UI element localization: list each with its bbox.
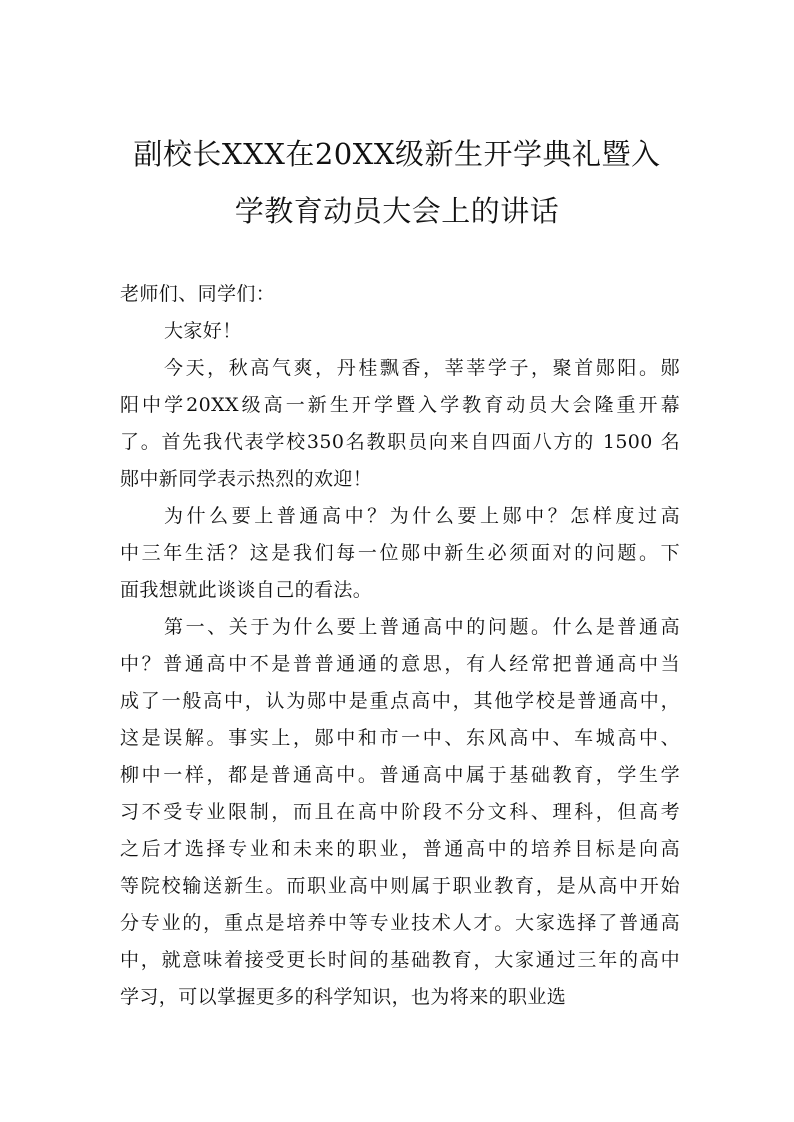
paragraph-1-line-1: 今天，秋高气爽，丹桂飘香，莘莘学子，聚首郧阳。郧: [164, 357, 680, 379]
paragraph-3-line-11: 学习，可以掌握更多的科学知识，也为将来的职业选: [120, 986, 567, 1008]
document-title-line-2: 学教育动员大会上的讲话: [234, 194, 560, 228]
paragraph-3-line-6: 习不受专业限制，而且在高中阶段不分文科、理科，但高考: [120, 801, 680, 823]
paragraph-3-line-5: 柳中一样，都是普通高中。普通高中属于基础教育，学生学: [120, 764, 680, 786]
paragraph-2-line-2: 中三年生活？这是我们每一位郧中新生必须面对的问题。下: [120, 542, 680, 564]
salutation: 老师们、同学们：: [120, 283, 276, 305]
paragraph-3-line-10: 中，就意味着接受更长时间的基础教育，大家通过三年的高中: [120, 949, 680, 971]
paragraph-3-line-1: 第一、关于为什么要上普通高中的问题。什么是普通高: [164, 616, 680, 638]
paragraph-3-line-7: 之后才选择专业和未来的职业，普通高中的培养目标是向高: [120, 838, 680, 860]
paragraph-3-line-3: 成了一般高中，认为郧中是重点高中，其他学校是普通高中，: [120, 690, 680, 712]
paragraph-1-line-4: 郧中新同学表示热烈的欢迎！: [120, 468, 373, 490]
document-body: [120, 276, 680, 1016]
paragraph-2-line-3: 面我想就此谈谈自己的看法。: [120, 579, 373, 601]
greeting: 大家好！: [164, 320, 242, 342]
paragraph-3-line-8: 等院校输送新生。而职业高中则属于职业教育，是从高中开始: [120, 875, 680, 897]
paragraph-1-line-3: 了。首先我代表学校350名教职员向来自四面八方的 1500 名: [120, 431, 680, 453]
paragraph-1-line-2: 阳中学20XX级高一新生开学暨入学教育动员大会隆重开幕: [120, 394, 680, 416]
paragraph-3-line-4: 这是误解。事实上，郧中和市一中、东风高中、车城高中、: [120, 727, 680, 749]
paragraph-3-line-9: 分专业的，重点是培养中等专业技术人才。大家选择了普通高: [120, 912, 680, 934]
paragraph-2-line-1: 为什么要上普通高中？为什么要上郧中？怎样度过高: [164, 505, 680, 527]
document-title-line-1: 副校长XXX在20XX级新生开学典礼暨入: [133, 137, 661, 171]
paragraph-3-line-2: 中？普通高中不是普普通通的意思，有人经常把普通高中当: [120, 653, 680, 675]
